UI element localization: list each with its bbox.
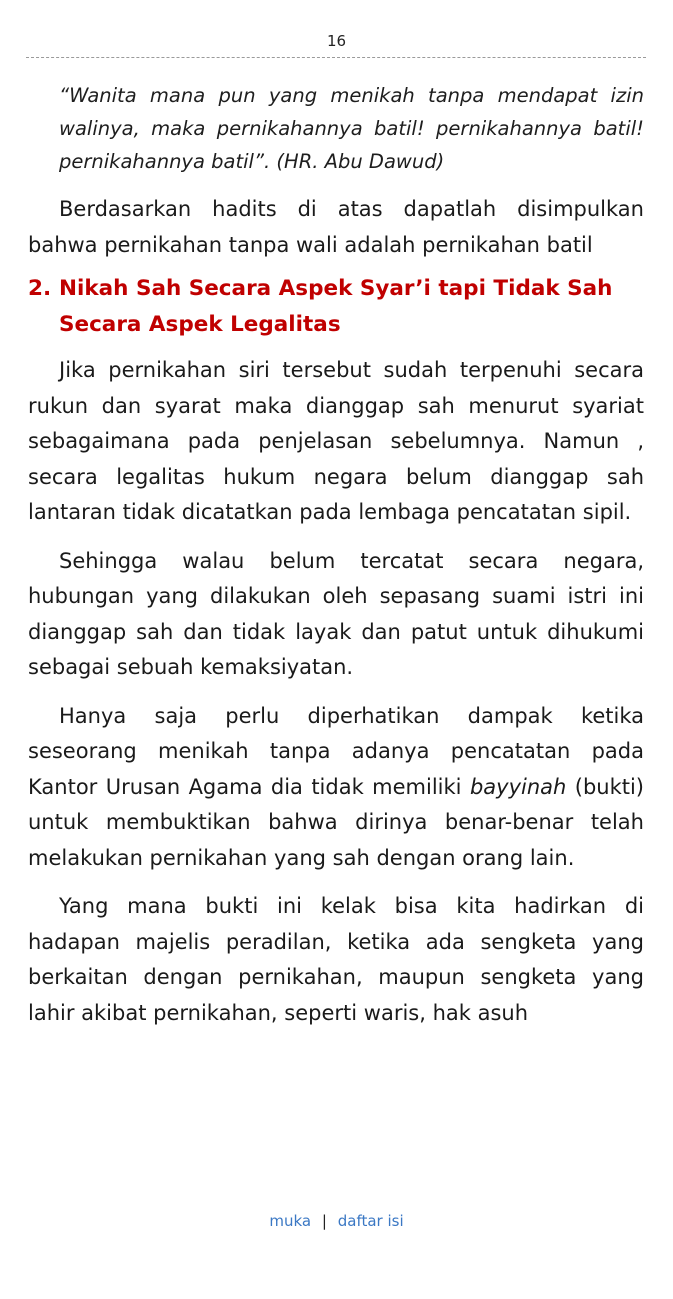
header-divider <box>26 57 646 58</box>
paragraph-3-text-b: (bukti) untuk membuktikan bahwa dirinya benar-benar telah melakukan pernikahan yang sah dengan orang lain. <box>28 774 645 870</box>
page-number: 16 <box>326 32 347 50</box>
section-number: 2. <box>28 276 52 301</box>
home-link[interactable]: muka <box>269 1212 312 1230</box>
paragraph-1: Jika pernikahan siri tersebut sudah terpenuhi secara rukun dan syarat maka dianggap sah menurut syariat sebagaimana pada penjelasan sebelumnya. Namun , secara legalitas hukum negara belum dianggap sah lantaran tidak dicatatkan pada lembaga pencatatan sipil. <box>28 358 644 524</box>
paragraph-3-italic-term: bayyinah <box>469 774 567 799</box>
page-content <box>28 79 644 1031</box>
section-title: Nikah Sah Secara Aspek Syar’i tapi Tidak Sah Secara Aspek Legalitas <box>59 276 613 337</box>
footer-nav <box>0 1212 673 1230</box>
paragraph-2: Sehingga walau belum tercatat secara negara, hubungan yang dilakukan oleh sepasang suami istri ini dianggap sah dan tidak layak dan patut untuk dihukumi sebagai sebuah kemaksiyatan. <box>28 548 644 679</box>
paragraph-conclusion: Berdasarkan hadits di atas dapatlah disimpulkan bahwa pernikahan tanpa wali adalah pernikahan batil <box>28 197 644 257</box>
paragraph-3 <box>28 699 644 877</box>
paragraph-4: Yang mana bukti ini kelak bisa kita hadirkan di hadapan majelis peradilan, ketika ada sengketa yang berkaitan dengan pernikahan, maupun sengketa yang lahir akibat pernikahan, seperti waris, hak asuh <box>28 894 644 1025</box>
hadith-quote: “Wanita mana pun yang menikah tanpa mendapat izin walinya, maka pernikahannya batil! pernikahannya batil! pernikahannya batil”. (HR. Abu Dawud) <box>59 84 644 173</box>
table-of-contents-link[interactable]: daftar isi <box>337 1212 404 1230</box>
footer-separator: | <box>321 1212 327 1230</box>
paragraph-3-text-a: Hanya saja perlu diperhatikan dampak ketika seseorang menikah tanpa adanya pencatatan pada Kantor Urusan Agama dia tidak memiliki <box>28 703 644 799</box>
section-heading <box>28 271 644 343</box>
